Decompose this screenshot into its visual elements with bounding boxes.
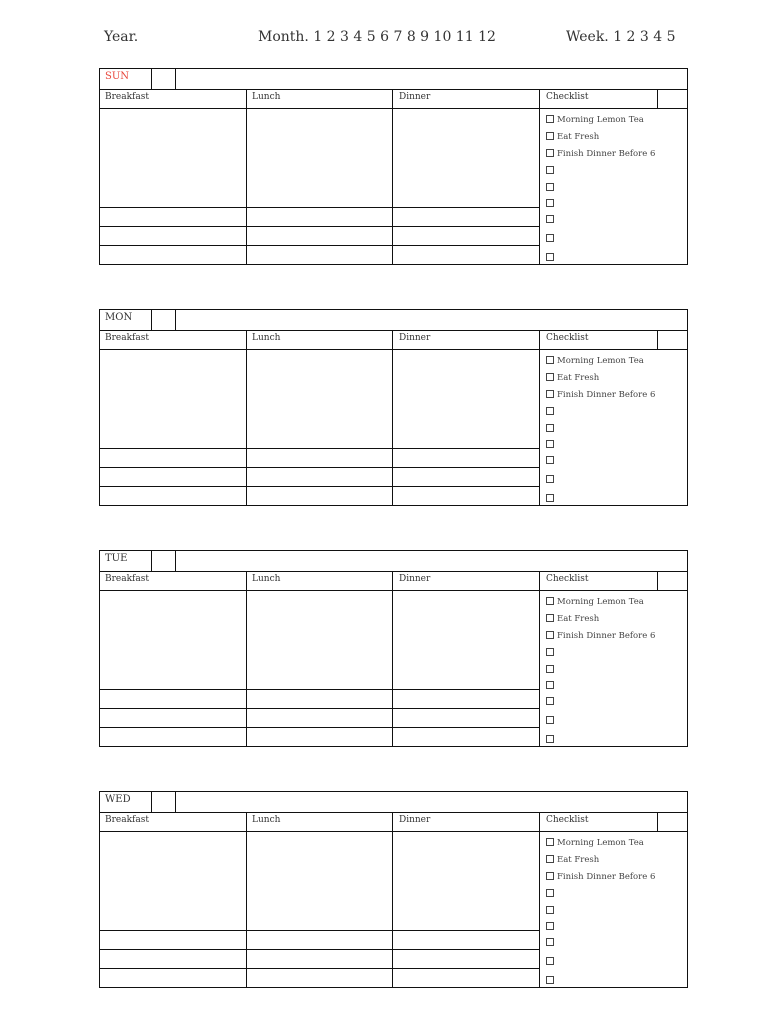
checklist-item-label: Morning Lemon Tea [557,597,644,607]
checkbox-icon[interactable] [546,199,554,207]
checkbox-icon[interactable] [546,681,554,689]
day-block-wed [99,791,688,988]
column-divider [539,571,540,747]
checkbox-icon[interactable] [546,407,554,415]
checklist-item[interactable] [546,215,557,225]
checkbox-icon[interactable] [546,424,554,432]
column-header-breakfast: Breakfast [105,92,149,102]
day-block-sun [99,68,688,265]
checkbox-icon[interactable] [546,183,554,191]
checklist-item[interactable] [546,234,557,244]
checklist-item-label: Finish Dinner Before 6 [557,631,656,641]
checkbox-icon[interactable] [546,631,554,639]
day-cell-divider [151,550,152,571]
checklist-header-divider [657,571,658,590]
checklist-item[interactable] [546,976,557,986]
border-right [687,309,688,506]
year-label: Year. [104,29,139,45]
meal-row-rule [99,708,539,709]
column-header-breakfast: Breakfast [105,574,149,584]
checkbox-icon[interactable] [546,234,554,242]
checkbox-icon[interactable] [546,838,554,846]
column-divider [392,89,393,265]
checkbox-icon[interactable] [546,132,554,140]
checkbox-icon[interactable] [546,166,554,174]
checklist-item[interactable] [546,716,557,726]
checkbox-icon[interactable] [546,735,554,743]
border-top [99,791,688,792]
checklist-item-label: Finish Dinner Before 6 [557,390,656,400]
day-name-tue: TUE [105,553,128,564]
meal-row-rule [99,226,539,227]
checkbox-icon[interactable] [546,597,554,605]
checklist-item[interactable] [546,132,599,142]
checkbox-icon[interactable] [546,889,554,897]
checkbox-icon[interactable] [546,716,554,724]
column-divider [392,571,393,747]
title-row-rule [99,812,688,813]
checklist-item[interactable] [546,838,644,848]
checklist-item-label: Eat Fresh [557,614,600,624]
meal-row-rule [99,689,539,690]
column-header-lunch: Lunch [252,574,281,584]
checklist-item[interactable] [546,957,557,967]
checkbox-icon[interactable] [546,456,554,464]
border-right [687,68,688,265]
day-block-tue [99,550,688,747]
checklist-item[interactable] [546,115,644,125]
column-divider [246,89,247,265]
checklist-item-label: Finish Dinner Before 6 [557,872,656,882]
checkbox-icon[interactable] [546,356,554,364]
checklist-header-divider [657,812,658,831]
meal-row-rule [99,727,539,728]
border-left [99,309,100,506]
checklist-item[interactable] [546,906,557,916]
border-top [99,68,688,69]
checkbox-icon[interactable] [546,253,554,261]
meal-row-rule [99,448,539,449]
checklist-item-label: Morning Lemon Tea [557,838,644,848]
checkbox-icon[interactable] [546,614,554,622]
column-header-checklist: Checklist [546,333,589,343]
title-row-rule [99,89,688,90]
checklist-item[interactable] [546,440,557,450]
checkbox-icon[interactable] [546,440,554,448]
header-row-rule [99,831,688,832]
checkbox-icon[interactable] [546,922,554,930]
checklist-item-label: Morning Lemon Tea [557,115,644,125]
checklist-item-label: Morning Lemon Tea [557,356,644,366]
checklist-item[interactable] [546,390,655,400]
checklist-item-label: Eat Fresh [557,373,600,383]
border-left [99,550,100,747]
meal-row-rule [99,207,539,208]
column-header-checklist: Checklist [546,815,589,825]
checklist-item-label: Eat Fresh [557,132,600,142]
meal-row-rule [99,486,539,487]
day-cell-divider [175,68,176,89]
column-header-lunch: Lunch [252,92,281,102]
checklist-item[interactable] [546,665,557,675]
column-header-breakfast: Breakfast [105,333,149,343]
checklist-item[interactable] [546,456,557,466]
checkbox-icon[interactable] [546,872,554,880]
border-left [99,791,100,988]
checklist-item[interactable] [546,735,557,745]
checklist-item[interactable] [546,199,557,209]
checklist-item[interactable] [546,424,557,434]
checklist-item[interactable] [546,494,557,504]
checklist-item[interactable] [546,631,655,641]
checkbox-icon[interactable] [546,215,554,223]
border-left [99,68,100,265]
checklist-item-label: Finish Dinner Before 6 [557,149,656,159]
title-row-rule [99,330,688,331]
checklist-header-divider [657,330,658,349]
checklist-item-label: Eat Fresh [557,855,600,865]
header-row-rule [99,590,688,591]
column-header-dinner: Dinner [399,333,431,343]
checklist-item[interactable] [546,855,599,865]
column-header-breakfast: Breakfast [105,815,149,825]
border-bottom [99,746,688,747]
checklist-item[interactable] [546,872,655,882]
meal-row-rule [99,467,539,468]
column-divider [539,89,540,265]
column-header-checklist: Checklist [546,574,589,584]
checkbox-icon[interactable] [546,957,554,965]
day-cell-divider [175,550,176,571]
column-header-lunch: Lunch [252,333,281,343]
column-header-checklist: Checklist [546,92,589,102]
border-bottom [99,264,688,265]
day-cell-divider [151,68,152,89]
day-cell-divider [151,309,152,330]
meal-row-rule [99,245,539,246]
meal-row-rule [99,968,539,969]
day-block-mon [99,309,688,506]
border-top [99,550,688,551]
checklist-item[interactable] [546,183,557,193]
column-header-dinner: Dinner [399,92,431,102]
checklist-header-divider [657,89,658,108]
border-top [99,309,688,310]
border-right [687,791,688,988]
column-divider [246,330,247,506]
column-divider [246,571,247,747]
day-cell-divider [151,791,152,812]
column-divider [246,812,247,988]
checkbox-icon[interactable] [546,149,554,157]
week-selector[interactable]: Week. 1 2 3 4 5 [566,29,676,45]
day-cell-divider [175,791,176,812]
column-divider [539,812,540,988]
checkbox-icon[interactable] [546,697,554,705]
checkbox-icon[interactable] [546,938,554,946]
column-divider [392,812,393,988]
checklist-item[interactable] [546,373,599,383]
checklist-item[interactable] [546,681,557,691]
column-divider [392,330,393,506]
checklist-item[interactable] [546,407,557,417]
meal-row-rule [99,930,539,931]
checklist-item[interactable] [546,614,599,624]
meal-row-rule [99,949,539,950]
column-header-lunch: Lunch [252,815,281,825]
day-name-mon: MON [105,312,133,323]
checkbox-icon[interactable] [546,373,554,381]
checklist-item[interactable] [546,597,644,607]
checkbox-icon[interactable] [546,494,554,502]
header-row-rule [99,108,688,109]
checkbox-icon[interactable] [546,976,554,984]
checklist-item[interactable] [546,697,557,707]
border-bottom [99,505,688,506]
checklist-item[interactable] [546,166,557,176]
checklist-item[interactable] [546,149,655,159]
checklist-item[interactable] [546,922,557,932]
checkbox-icon[interactable] [546,665,554,673]
checklist-item[interactable] [546,253,557,263]
day-name-wed: WED [105,794,131,805]
day-name-sun: SUN [105,71,130,82]
checklist-item[interactable] [546,356,644,366]
column-divider [539,330,540,506]
border-bottom [99,987,688,988]
checkbox-icon[interactable] [546,906,554,914]
checklist-item[interactable] [546,889,557,899]
title-row-rule [99,571,688,572]
month-selector[interactable]: Month. 1 2 3 4 5 6 7 8 9 10 11 12 [258,29,496,45]
column-header-dinner: Dinner [399,815,431,825]
checklist-item[interactable] [546,938,557,948]
checkbox-icon[interactable] [546,855,554,863]
checklist-item[interactable] [546,475,557,485]
checkbox-icon[interactable] [546,648,554,656]
checklist-item[interactable] [546,648,557,658]
border-right [687,550,688,747]
header-row-rule [99,349,688,350]
checkbox-icon[interactable] [546,115,554,123]
column-header-dinner: Dinner [399,574,431,584]
checkbox-icon[interactable] [546,475,554,483]
day-cell-divider [175,309,176,330]
checkbox-icon[interactable] [546,390,554,398]
